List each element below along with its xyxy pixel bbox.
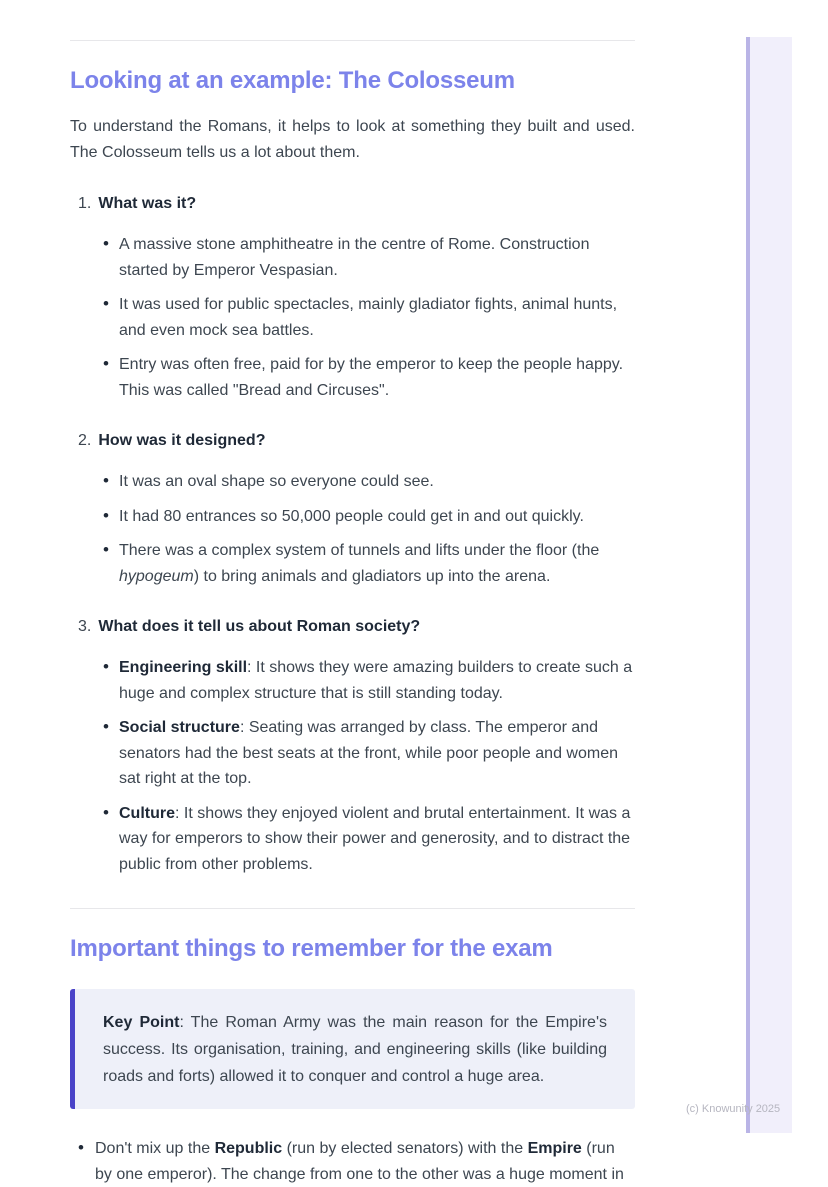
- section-heading-exam: Important things to remember for the exam: [70, 935, 553, 962]
- question-line: [70, 615, 635, 639]
- section-divider-middle: [70, 908, 635, 909]
- question-text: What does it tell us about Roman society?: [98, 618, 421, 635]
- question-line: [70, 429, 635, 453]
- key-point-callout: Key Point: The Roman Army was the main reason for the Empire's success. Its organisation, training, and engineering skills (like building roads and forts) allowed it to conquer and control a huge area.: [70, 989, 635, 1109]
- bullet-item: • A massive stone amphitheatre in the centre of Rome. Construction started by Emperor Vespasian.: [103, 232, 635, 283]
- list-item-question-2: [70, 429, 635, 589]
- section-heading-colosseum: Looking at an example: The Colosseum: [70, 67, 515, 94]
- bullet-item: • It was an oval shape so everyone could see.: [103, 469, 635, 495]
- bullet-item: • It had 80 entrances so 50,000 people could get in and out quickly.: [103, 504, 635, 530]
- exam-tips-bullet-list: [70, 1136, 635, 1187]
- question-number: 3.: [78, 618, 92, 635]
- list-item-question-3: [70, 615, 635, 877]
- bullet-item: • Social structure: Seating was arranged by class. The emperor and senators had the best seats at the front, while poor people and women sat right at the top.: [103, 715, 635, 792]
- bullet-item: • Engineering skill: It shows they were amazing builders to create such a huge and complex structure that is still standing today.: [103, 655, 635, 706]
- section-divider-top: [70, 40, 635, 41]
- document-content-column: [70, 0, 635, 1187]
- numbered-question-list: [70, 192, 635, 877]
- bullet-item: • Entry was often free, paid for by the emperor to keep the people happy. This was called "Bread and Circuses".: [103, 352, 635, 403]
- bullet-list: [70, 232, 635, 403]
- intro-paragraph: To understand the Romans, it helps to look at something they built and used. The Colosseum tells us a lot about them.: [70, 118, 635, 161]
- question-text: What was it?: [98, 195, 197, 212]
- bullet-list: [70, 655, 635, 877]
- bullet-item: • Culture: It shows they enjoyed violent and brutal entertainment. It was a way for emperors to show their power and generosity, and to distract the public from other problems.: [103, 801, 635, 878]
- page-edge-panel: [746, 37, 792, 1133]
- question-number: 2.: [78, 432, 92, 449]
- question-text: How was it designed?: [98, 432, 266, 449]
- bullet-list: [70, 469, 635, 589]
- watermark-text: (c) Knowunity 2025: [686, 1103, 781, 1115]
- question-line: [70, 192, 635, 216]
- bullet-item: • There was a complex system of tunnels and lifts under the floor (the hypogeum) to bring animals and gladiators up into the arena.: [103, 538, 635, 589]
- bullet-item: • It was used for public spectacles, mainly gladiator fights, animal hunts, and even mock sea battles.: [103, 292, 635, 343]
- question-number: 1.: [78, 195, 92, 212]
- bullet-item: • Don't mix up the Republic (run by elected senators) with the Empire (run by one emperor). The change from one to the other was a huge moment in: [70, 1136, 635, 1187]
- list-item-question-1: [70, 192, 635, 403]
